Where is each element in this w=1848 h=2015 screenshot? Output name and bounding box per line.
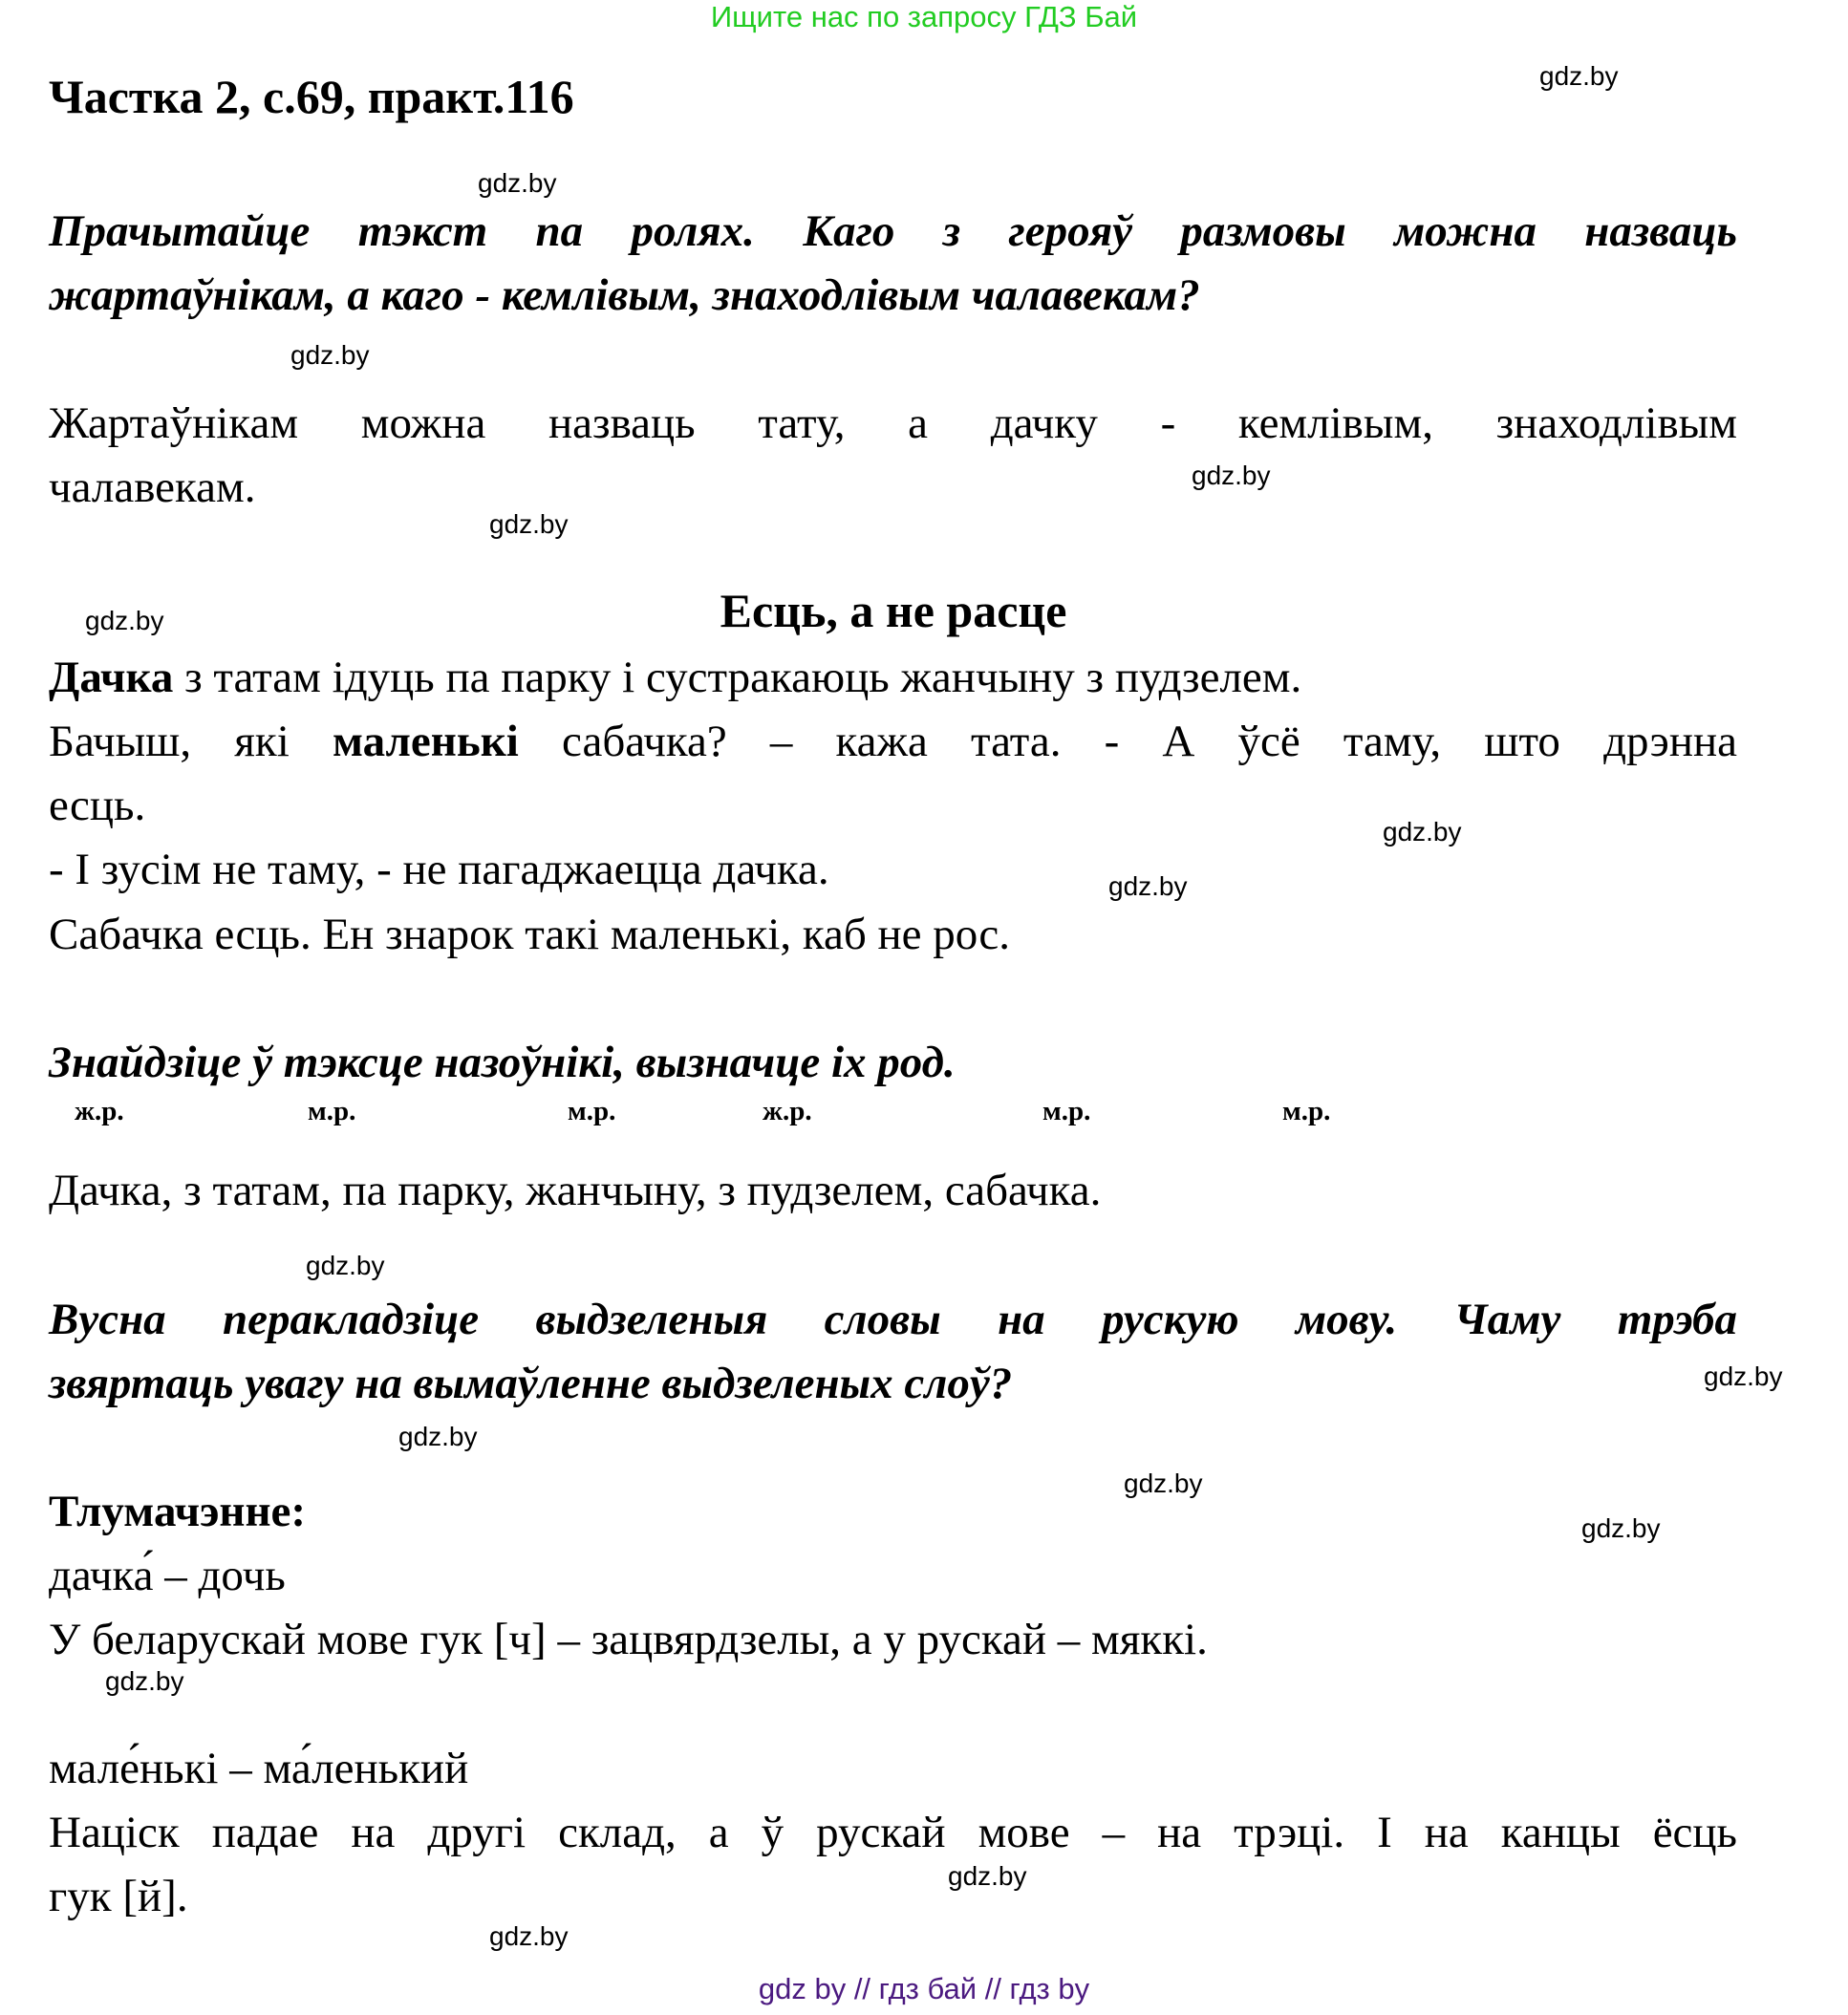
search-banner: Ищите нас по запросу ГДЗ Бай bbox=[710, 0, 1138, 33]
watermark: gdz.by bbox=[1539, 61, 1619, 91]
watermark: gdz.by bbox=[290, 340, 370, 370]
gender-label: м.р. bbox=[308, 1096, 356, 1126]
question-2: Знайдзіце ў тэксце назоўнікі, вызначце іх род. bbox=[49, 1038, 956, 1087]
answer-1-line-2: чалавекам. bbox=[49, 462, 256, 512]
story-line-4: - І зусім не таму, - не пагаджаецца дачка. bbox=[49, 845, 829, 894]
watermark: gdz.by bbox=[1108, 871, 1188, 901]
watermark: gdz.by bbox=[1192, 461, 1271, 490]
question-3-line-1: Вусна перакладзіце выдзеленыя словы на рускую мову. Чаму трэба bbox=[49, 1295, 1737, 1344]
explanation-line-5: гук [й]. bbox=[49, 1872, 188, 1921]
watermark: gdz.by bbox=[1704, 1361, 1783, 1391]
watermark: gdz.by bbox=[306, 1251, 385, 1280]
watermark: gdz.by bbox=[1581, 1513, 1661, 1543]
gender-label: м.р. bbox=[568, 1096, 616, 1126]
watermark: gdz.by bbox=[85, 606, 164, 635]
story-line-2 bbox=[49, 713, 1737, 770]
question-3-line-2: звяртаць увагу на вымаўленне выдзеленых слоў? bbox=[49, 1359, 1013, 1408]
page-title: Частка 2, с.69, практ.116 bbox=[49, 70, 574, 123]
story-line-3: есць. bbox=[49, 781, 146, 830]
watermark: gdz.by bbox=[1383, 817, 1462, 847]
explanation-line-1: дачка́ – дочь bbox=[49, 1551, 286, 1600]
answer-1-line-1: Жартаўнікам можна назваць тату, а дачку - кемлівым, знаходлівым bbox=[49, 398, 1737, 448]
highlighted-word: Дачка bbox=[49, 653, 174, 702]
watermark: gdz.by bbox=[105, 1666, 184, 1696]
story-line-5: Сабачка есць. Ен знарок такі маленькі, каб не рос. bbox=[49, 910, 1011, 959]
answer-2: Дачка, з татам, па парку, жанчыну, з пудзелем, сабачка. bbox=[49, 1166, 1102, 1215]
watermark: gdz.by bbox=[398, 1422, 478, 1451]
story-line-1 bbox=[49, 649, 1301, 706]
highlighted-word: маленькі bbox=[332, 717, 519, 766]
footer-links: gdz by // гдз бай // гдз by bbox=[758, 1972, 1090, 2005]
story-text: сабачка? – кажа тата. - А ўсё таму, што дрэнна bbox=[518, 717, 1737, 766]
story-text: з татам ідуць па парку і сустракаюць жанчыну з пудзелем. bbox=[173, 653, 1302, 702]
explanation-line-4: Націск падае на другі склад, а ў рускай мове – на трэці. І на канцы ёсць bbox=[49, 1808, 1737, 1857]
watermark: gdz.by bbox=[478, 168, 557, 198]
question-1-line-2: жартаўнікам, а каго - кемлівым, знаходлівым чалавекам? bbox=[49, 270, 1200, 320]
watermark: gdz.by bbox=[948, 1861, 1027, 1891]
story-text: Бачыш, які bbox=[49, 717, 333, 766]
explanation-heading: Тлумачэнне: bbox=[49, 1487, 307, 1536]
question-1-line-1: Прачытайце тэкст па ролях. Каго з герояў размовы можна назваць bbox=[49, 206, 1737, 256]
gender-label: м.р. bbox=[1282, 1096, 1331, 1126]
explanation-line-3: мале́нькі – ма́ленький bbox=[49, 1744, 469, 1793]
watermark: gdz.by bbox=[489, 1921, 569, 1951]
story-heading: Есць, а не расце bbox=[720, 584, 1067, 637]
explanation-line-2: У беларускай мове гук [ч] – зацвярдзелы, а у рускай – мяккі. bbox=[49, 1615, 1208, 1664]
watermark: gdz.by bbox=[489, 509, 569, 539]
gender-label: ж.р. bbox=[763, 1096, 812, 1126]
gender-label: ж.р. bbox=[75, 1096, 124, 1126]
gender-label: м.р. bbox=[1042, 1096, 1091, 1126]
watermark: gdz.by bbox=[1124, 1468, 1203, 1498]
